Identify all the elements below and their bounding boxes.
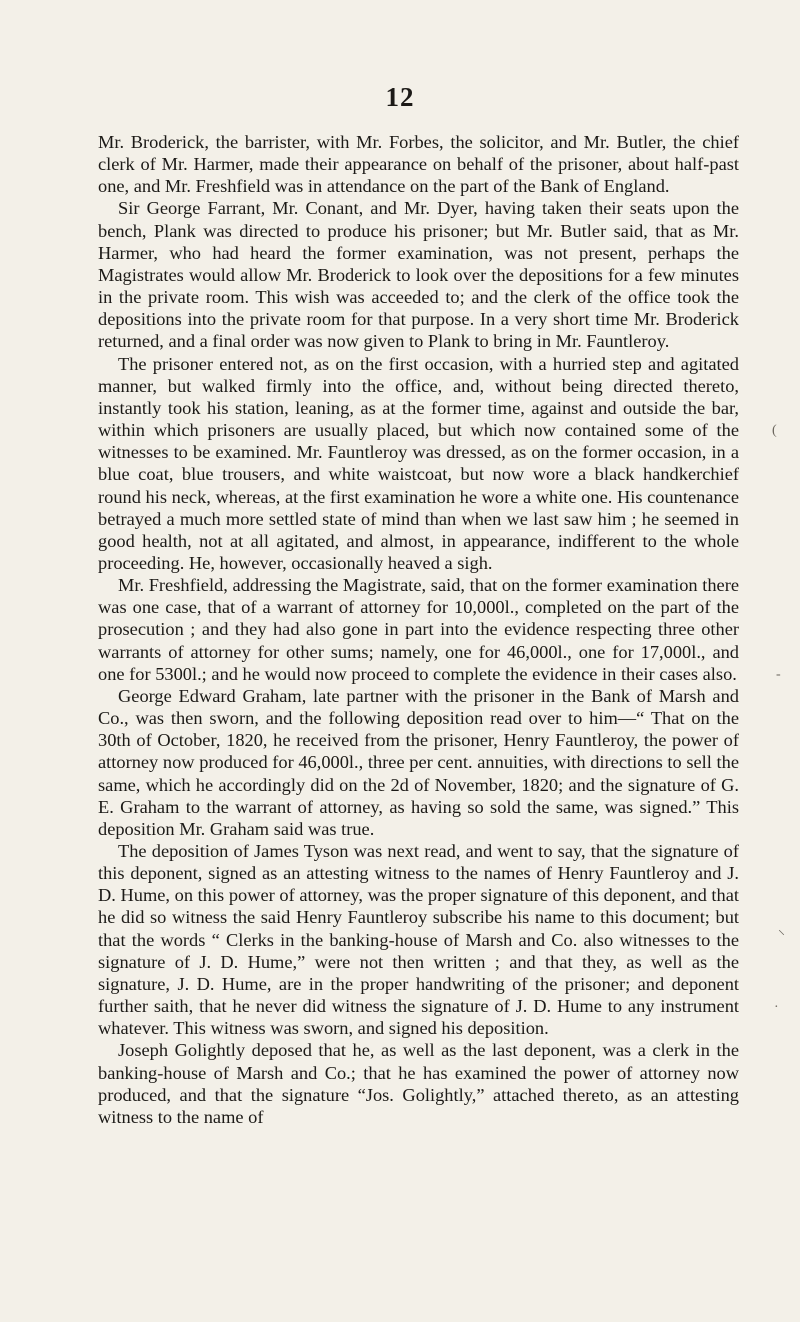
page-body-text <box>98 131 739 1128</box>
margin-mark-dot: · <box>774 1000 779 1015</box>
paragraph-tyson-deposition: The deposition of James Tyson was next read, and went to say, that the signature of this deponent, signed as an attesting witness to the names of Henry Fauntleroy and J. D. Hume, on this power of attorney, was the proper signature of this deponent, and that he did so witness the said Henry Fauntleroy subscribe his name to this document; but that the words “ Clerks in the banking-house of Marsh and Co. also witnesses to the signature of J. D. Hume,” were not then written ; and that they, as well as the signature, J. D. Hume, are in the proper handwriting of the prisoner; and deponent further saith, that he never did witness the signature of J. D. Hume to any instrument whatever. This witness was sworn, and signed his deposition. <box>98 841 739 1039</box>
margin-mark-dash: ⸜ <box>778 923 785 938</box>
page-number: 12 <box>385 82 415 112</box>
margin-mark-tick: - <box>776 667 781 682</box>
paragraph-golightly-deposition: Joseph Golightly deposed that he, as well as the last deponent, was a clerk in the banking-house of Marsh and Co.; that he has examined the power of attorney now produced, and that the signature “Jos. Golightly,” attached thereto, as an attesting witness to the name of <box>98 1040 739 1127</box>
paragraph-freshfield-address: Mr. Freshfield, addressing the Magistrate, said, that on the former examination there was one case, that of a warrant of attorney for 10,000l., completed on the part of the prosecution ; and they had also gone in part into the evidence respecting three other warrants of attorney for other sums; namely, one for 46,000l., one for 17,000l., and one for 5300l.; and he would now proceed to complete the evidence in their cases also. <box>98 575 739 684</box>
paragraph-prisoner-entrance: The prisoner entered not, as on the first occasion, with a hurried step and agitated manner, but walked firmly into the office, and, without being directed thereto, instantly took his station, leaning, as at the former time, against and outside the bar, within which prisoners are usually placed, but which now contained some of the witnesses to be examined. Mr. Fauntleroy was dressed, as on the former occasion, in a blue coat, blue trousers, and white waistcoat, but now wore a black handkerchief round his neck, whereas, at the first examination he wore a white one. His countenance betrayed a much more settled state of mind than when we last saw him ; he seemed in good health, not at all agitated, and almost, in appearance, indifferent to the whole proceeding. He, however, occasionally heaved a sigh. <box>98 353 739 573</box>
paragraph-magistrates-seated: Sir George Farrant, Mr. Conant, and Mr. Dyer, having taken their seats upon the bench, Plank was directed to produce his prisoner; but Mr. Butler said, that as Mr. Harmer, who had heard the former examination, was not present, perhaps the Magistrates would allow Mr. Broderick to look over the depositions for a few minutes in the private room. This wish was acceeded to; and the clerk of the office took the depositions into the private room for that purpose. In a very short time Mr. Broderick returned, and a final order was now given to Plank to bring in Mr. Fauntleroy. <box>98 198 739 352</box>
paragraph-counsel-appearance: Mr. Broderick, the barrister, with Mr. Forbes, the solicitor, and Mr. Butler, the chief clerk of Mr. Harmer, made their appearance on behalf of the prisoner, about half-past one, and Mr. Freshfield was in attendance on the part of the Bank of England. <box>98 132 739 197</box>
paragraph-graham-deposition: George Edward Graham, late partner with the prisoner in the Bank of Marsh and Co., was then sworn, and the following deposition read over to him—“ That on the 30th of October, 1820, he received from the prisoner, Henry Fauntleroy, the power of attorney now produced for 46,000l., three per cent. annuities, with directions to sell the same, which he accordingly did on the 2d of November, 1820; and the signature of G. E. Graham to the warrant of attorney, as having so sold the same, was signed.” This deposition Mr. Graham said was true. <box>98 685 739 839</box>
margin-mark-bracket: ( <box>772 423 777 438</box>
